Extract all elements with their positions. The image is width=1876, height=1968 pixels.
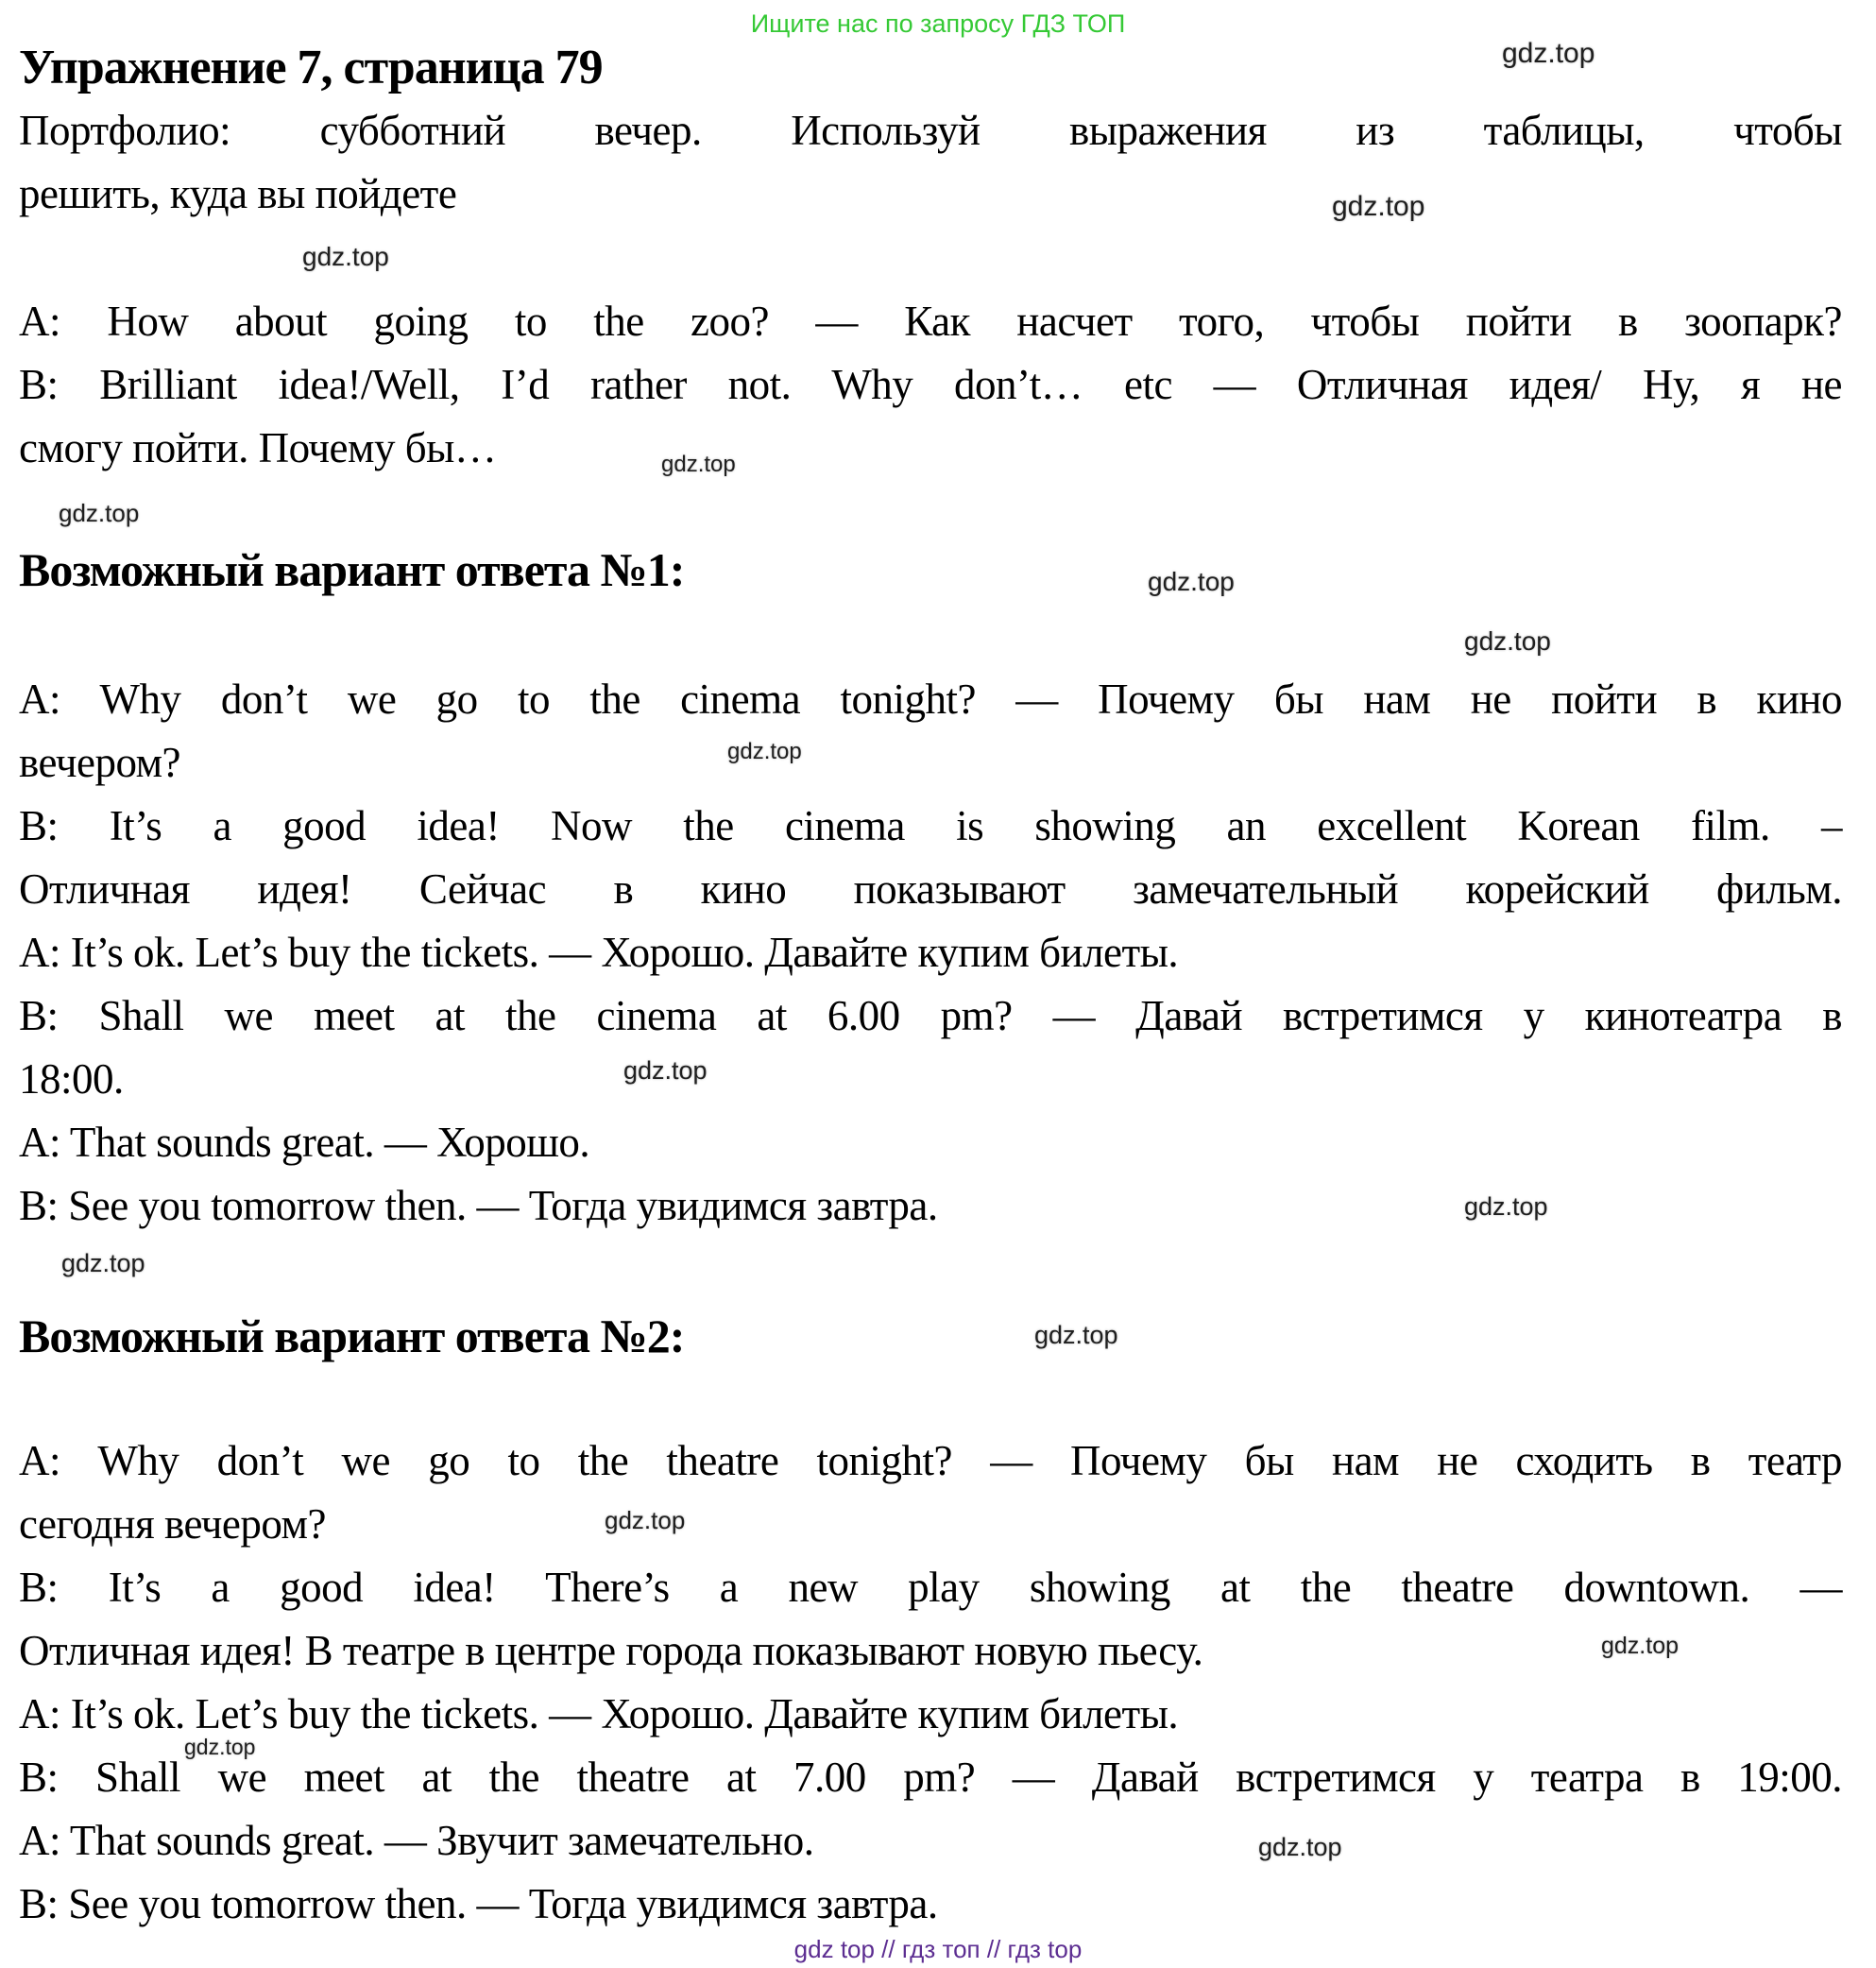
watermark: gdz.top [605, 1506, 686, 1534]
example-dialog [19, 290, 1842, 480]
text-line: A: It’s ok. Let’s buy the tickets. — Хорошо. Давайте купим билеты. [19, 1690, 1179, 1737]
text-line: A: It’s ok. Let’s buy the tickets. — Хорошо. Давайте купим билеты. [19, 929, 1179, 976]
watermark: gdz.top [1464, 626, 1551, 656]
text-line: Отличная идея! Сейчас в кино показывают замечательный корейский фильм. [19, 865, 1842, 913]
text-line: B: Shall we meet at the cinema at 6.00 pm? — Давай встретимся у кинотеатра в [19, 992, 1842, 1039]
watermark: gdz.top [1332, 191, 1425, 222]
promo-banner: Ищите нас по запросу ГДЗ ТОП [750, 9, 1126, 38]
answer2-dialog [19, 1429, 1842, 1936]
text-line: 18:00. [19, 1055, 124, 1103]
watermark: gdz.top [727, 739, 802, 764]
watermark: gdz.top [1464, 1192, 1548, 1221]
text-line: A: Why don’t we go to the cinema tonight? — Почему бы нам не пойти в кино [19, 676, 1842, 723]
intro-paragraph [19, 99, 1842, 226]
watermark: gdz.top [661, 452, 736, 477]
watermark: gdz.top [623, 1056, 708, 1085]
answer1-heading: Возможный вариант ответа №1: [19, 543, 685, 596]
watermark: gdz.top [61, 1249, 145, 1277]
watermark: gdz.top [1601, 1633, 1680, 1659]
text-line: сегодня вечером? [19, 1500, 326, 1548]
text-line: A: Why don’t we go to the theatre tonight? — Почему бы нам не сходить в театр [19, 1437, 1842, 1484]
text-line: B: It’s a good idea! Now the cinema is showing an excellent Korean film. – [19, 802, 1842, 849]
text-line: B: It’s a good idea! There’s a new play showing at the theatre downtown. — [19, 1564, 1842, 1611]
answer1-dialog [19, 668, 1842, 1238]
text-line: решить, куда вы пойдете [19, 170, 457, 217]
text-line: Отличная идея! В театре в центре города показывают новую пьесу. [19, 1627, 1203, 1674]
text-line: B: Brilliant idea!/Well, I’d rather not. Why don’t… etc — Отличная идея/ Ну, я не [19, 361, 1842, 408]
watermark: gdz.top [1034, 1321, 1118, 1349]
text-line: B: Shall we meet at the theatre at 7.00 pm? — Давай встретимся у театра в 19:00. [19, 1754, 1842, 1801]
watermark: gdz.top [184, 1735, 256, 1759]
watermark: gdz.top [302, 242, 389, 271]
watermark: gdz.top [59, 499, 140, 527]
watermark: gdz.top [1502, 38, 1595, 69]
text-line: A: That sounds great. — Хорошо. [19, 1119, 590, 1166]
text-line: B: See you tomorrow then. — Тогда увидимся завтра. [19, 1880, 938, 1927]
text-line: Портфолио: субботний вечер. Используй выражения из таблицы, чтобы [19, 107, 1842, 154]
answer2-heading: Возможный вариант ответа №2: [19, 1309, 685, 1362]
text-line: A: That sounds great. — Звучит замечательно. [19, 1817, 814, 1864]
text-line: A: How about going to the zoo? — Как насчет того, чтобы пойти в зоопарк? [19, 298, 1842, 345]
watermark: gdz.top [1258, 1833, 1342, 1861]
footer-watermark: gdz top // гдз топ // гдз top [793, 1935, 1083, 1963]
text-line: B: See you tomorrow then. — Тогда увидимся завтра. [19, 1182, 938, 1229]
page-title: Упражнение 7, страница 79 [19, 41, 603, 94]
watermark: gdz.top [1148, 567, 1235, 596]
text-line: вечером? [19, 739, 181, 786]
text-line: смогу пойти. Почему бы… [19, 424, 497, 471]
